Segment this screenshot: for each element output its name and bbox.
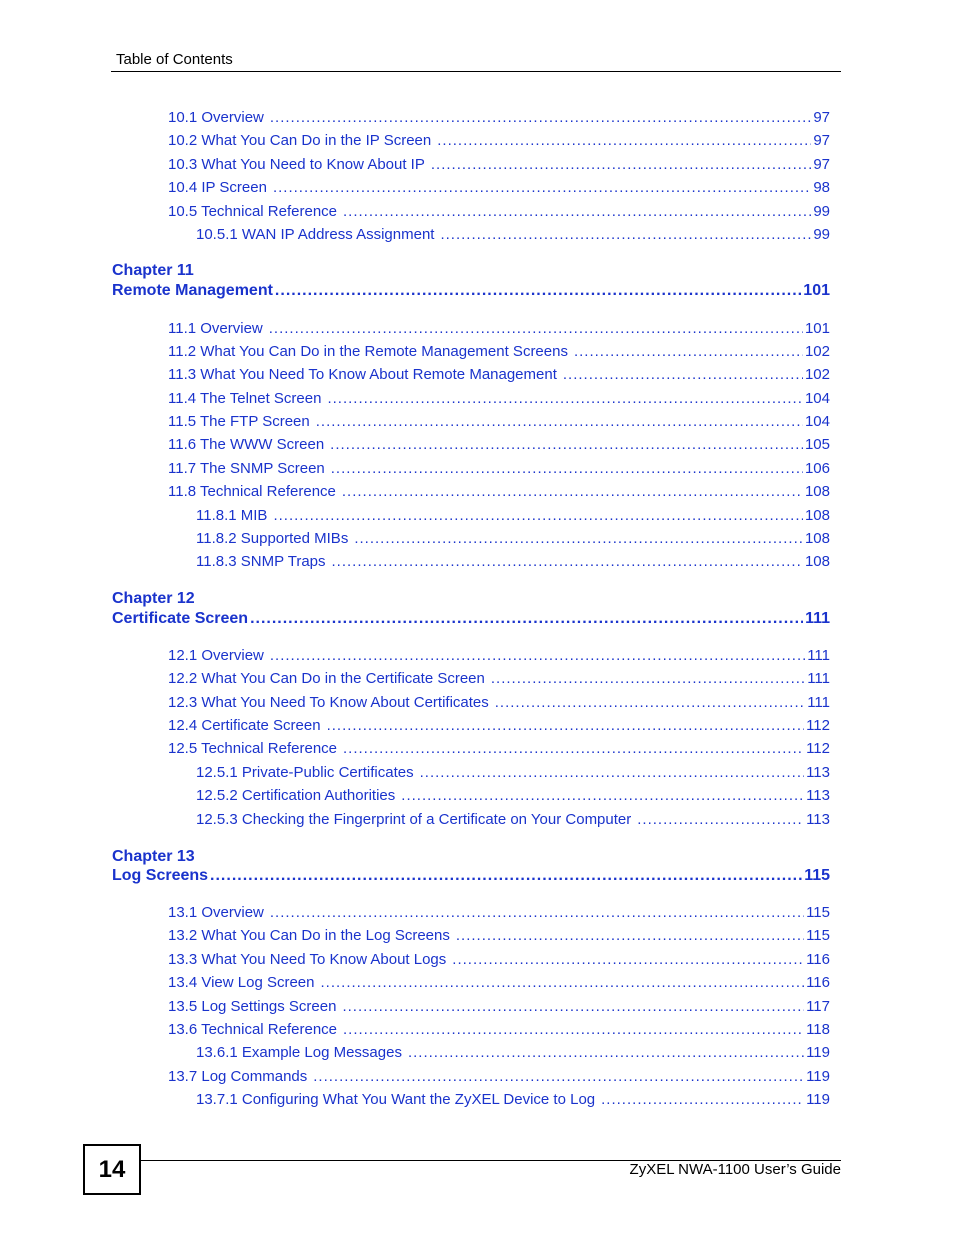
toc-entry-title: Remote Management [112, 282, 273, 299]
toc-entry[interactable] [168, 390, 830, 408]
toc-entry-page: 115 [806, 904, 830, 921]
toc-entry-page: 99 [813, 203, 830, 220]
toc-entry-page: 113 [806, 764, 830, 781]
toc-entry[interactable] [168, 179, 830, 197]
toc-entry[interactable] [168, 366, 830, 384]
toc-entry-title: 12.5.2 Certification Authorities [196, 787, 396, 804]
dot-leader [327, 717, 805, 735]
dot-leader [408, 1044, 804, 1062]
toc-entry-title: 12.2 What You Can Do in the Certificate Screen [168, 670, 485, 687]
toc-entry[interactable] [196, 553, 830, 571]
toc-entry-page: 111 [807, 670, 830, 687]
toc-entry-title: 11.1 Overview [168, 320, 263, 337]
toc-entry-page: 118 [806, 1021, 830, 1038]
toc-entry-title: 13.3 What You Need To Know About Logs [168, 951, 447, 968]
toc-entry-title: 10.2 What You Can Do in the IP Screen [168, 132, 432, 149]
toc-entry[interactable] [168, 717, 830, 735]
toc-entry[interactable] [168, 460, 830, 478]
toc-entry[interactable] [168, 203, 830, 221]
dot-leader [273, 507, 803, 525]
toc-entry[interactable] [168, 647, 830, 665]
dot-leader [452, 951, 804, 969]
toc-entry-title: 13.4 View Log Screen [168, 974, 315, 991]
toc-entry-page: 119 [806, 1044, 830, 1061]
toc-entry[interactable] [196, 764, 830, 782]
toc-entry[interactable] [168, 483, 830, 501]
toc-entry-title: Log Screens [112, 867, 209, 884]
toc-entry-title: 13.7.1 Configuring What You Want the ZyXEL Device to Log [196, 1091, 596, 1108]
dot-leader [250, 610, 803, 628]
toc-entry-title: 13.6.1 Example Log Messages [196, 1044, 402, 1061]
toc-entry-page: 106 [804, 460, 830, 477]
dot-leader [275, 282, 801, 300]
toc-entry-title: 10.5 Technical Reference [168, 203, 337, 220]
toc-entry-title: 12.3 What You Need To Know About Certificates [168, 694, 489, 711]
chapter-title-link[interactable] [112, 282, 830, 300]
toc-entry-title: 11.8.1 MIB [196, 507, 268, 524]
toc-entry-title: 11.8 Technical Reference [168, 483, 336, 500]
dot-leader [420, 764, 804, 782]
toc-entry[interactable] [168, 413, 830, 431]
toc-entry-title: 13.5 Log Settings Screen [168, 998, 337, 1015]
toc-entry-title: 12.5.3 Checking the Fingerprint of a Certificate on Your Computer [196, 811, 632, 828]
dot-leader [270, 109, 811, 127]
toc-entry-page: 102 [804, 366, 830, 383]
toc-entry[interactable] [196, 1044, 830, 1062]
toc-entry-title: 11.5 The FTP Screen [168, 413, 310, 430]
toc-entry-title: 12.5 Technical Reference [168, 740, 337, 757]
toc-entry[interactable] [168, 1068, 830, 1086]
dot-leader [601, 1091, 804, 1109]
toc-entry-title: 13.7 Log Commands [168, 1068, 308, 1085]
dot-leader [332, 553, 803, 571]
guide-title: ZyXEL NWA-1100 User’s Guide [629, 1161, 841, 1178]
dot-leader [440, 226, 811, 244]
dot-leader [354, 530, 803, 548]
chapter-label[interactable]: Chapter 11 [112, 262, 194, 279]
toc-entry-page: 104 [804, 390, 830, 407]
toc-entry-page: 113 [806, 811, 830, 828]
dot-leader [437, 132, 811, 150]
toc-entry-page: 111 [807, 647, 830, 664]
toc-entry[interactable] [168, 904, 830, 922]
dot-leader [210, 867, 802, 885]
dot-leader [431, 156, 811, 174]
toc-entry-page: 97 [813, 109, 830, 126]
toc-entry[interactable] [196, 1091, 830, 1109]
toc-entry-title: 11.8.2 Supported MIBs [196, 530, 349, 547]
dot-leader [313, 1068, 804, 1086]
toc-entry[interactable] [196, 787, 830, 805]
toc-entry-title: 12.1 Overview [168, 647, 264, 664]
toc-entry-title: 12.5.1 Private-Public Certificates [196, 764, 414, 781]
dot-leader [327, 390, 803, 408]
toc-entry-title: 11.6 The WWW Screen [168, 436, 325, 453]
toc-entry-page: 99 [813, 226, 830, 243]
dot-leader [563, 366, 803, 384]
toc-entry-page: 119 [806, 1068, 830, 1085]
toc-entry[interactable] [196, 811, 830, 829]
dot-leader [273, 179, 811, 197]
toc-entry[interactable] [168, 343, 830, 361]
toc-entry-title: 11.3 What You Need To Know About Remote Management [168, 366, 557, 383]
toc-entry-title: 12.4 Certificate Screen [168, 717, 321, 734]
chapter-label[interactable]: Chapter 12 [112, 590, 195, 607]
toc-entry-title: 11.2 What You Can Do in the Remote Management Screens [168, 343, 568, 360]
toc-entry-page: 119 [806, 1091, 830, 1108]
chapter-title-link[interactable] [112, 610, 830, 628]
toc-entry[interactable] [168, 974, 830, 992]
toc-entry-page: 108 [804, 507, 830, 524]
toc-entry-page: 105 [804, 436, 830, 453]
chapter-title-link[interactable] [112, 867, 830, 885]
running-header: Table of Contents [116, 51, 233, 68]
dot-leader [342, 998, 804, 1016]
toc-entry-page: 101 [804, 320, 830, 337]
toc-entry[interactable] [168, 109, 830, 127]
toc-entry-page: 115 [804, 867, 830, 884]
toc-entry-page: 116 [806, 951, 830, 968]
dot-leader [343, 740, 804, 758]
dot-leader [574, 343, 803, 361]
toc-entry[interactable] [196, 226, 830, 244]
dot-leader [270, 904, 804, 922]
toc-entry[interactable] [168, 436, 830, 454]
toc-entry-title: 11.4 The Telnet Screen [168, 390, 322, 407]
toc-entry[interactable] [168, 694, 830, 712]
dot-leader [321, 974, 805, 992]
toc-entry-page: 112 [806, 740, 830, 757]
toc-entry[interactable] [168, 927, 830, 945]
toc-entry-title: 10.4 IP Screen [168, 179, 267, 196]
toc-entry-page: 108 [804, 553, 830, 570]
dot-leader [316, 413, 803, 431]
toc-entry-title: 10.5.1 WAN IP Address Assignment [196, 226, 435, 243]
page-number: 14 [83, 1144, 141, 1195]
toc-entry-page: 115 [806, 927, 830, 944]
toc-entry[interactable] [168, 320, 830, 338]
dot-leader [401, 787, 804, 805]
toc-entry-title: 11.8.3 SNMP Traps [196, 553, 326, 570]
toc-entry-page: 116 [806, 974, 830, 991]
dot-leader [342, 483, 803, 501]
toc-entry-title: 13.1 Overview [168, 904, 264, 921]
toc-entry-page: 108 [804, 483, 830, 500]
toc-entry-title: 13.2 What You Can Do in the Log Screens [168, 927, 450, 944]
toc-entry[interactable] [168, 132, 830, 150]
toc-entry-page: 108 [804, 530, 830, 547]
toc-entry-title: Certificate Screen [112, 610, 249, 627]
toc-entry-page: 113 [806, 787, 830, 804]
dot-leader [343, 203, 811, 221]
chapter-label[interactable]: Chapter 13 [112, 848, 195, 865]
toc-entry[interactable] [196, 530, 830, 548]
toc-entry[interactable] [168, 1021, 830, 1039]
toc-entry[interactable] [168, 998, 830, 1016]
toc-entry[interactable] [168, 951, 830, 969]
toc-entry-page: 97 [813, 132, 830, 149]
toc-entry-page: 112 [806, 717, 830, 734]
toc-entry-title: 13.6 Technical Reference [168, 1021, 337, 1038]
toc-entry[interactable] [168, 670, 830, 688]
dot-leader [491, 670, 805, 688]
toc-entry-page: 102 [804, 343, 830, 360]
dot-leader [456, 927, 804, 945]
toc-entry-page: 104 [804, 413, 830, 430]
dot-leader [270, 647, 805, 665]
toc-entry-page: 117 [806, 998, 830, 1015]
dot-leader [637, 811, 804, 829]
toc-entry[interactable] [196, 507, 830, 525]
toc-entry[interactable] [168, 156, 830, 174]
toc-entry-page: 98 [813, 179, 830, 196]
toc-entry-title: 10.3 What You Need to Know About IP [168, 156, 425, 173]
dot-leader [269, 320, 803, 338]
dot-leader [331, 460, 803, 478]
toc-entry[interactable] [168, 740, 830, 758]
toc-entry-page: 111 [805, 610, 830, 627]
dot-leader [495, 694, 805, 712]
toc-entry-title: 10.1 Overview [168, 109, 264, 126]
toc-entry-title: 11.7 The SNMP Screen [168, 460, 325, 477]
toc-entry-page: 97 [813, 156, 830, 173]
toc-entry-page: 101 [803, 282, 830, 299]
dot-leader [343, 1021, 804, 1039]
dot-leader [330, 436, 803, 454]
toc-entry-page: 111 [807, 694, 830, 711]
